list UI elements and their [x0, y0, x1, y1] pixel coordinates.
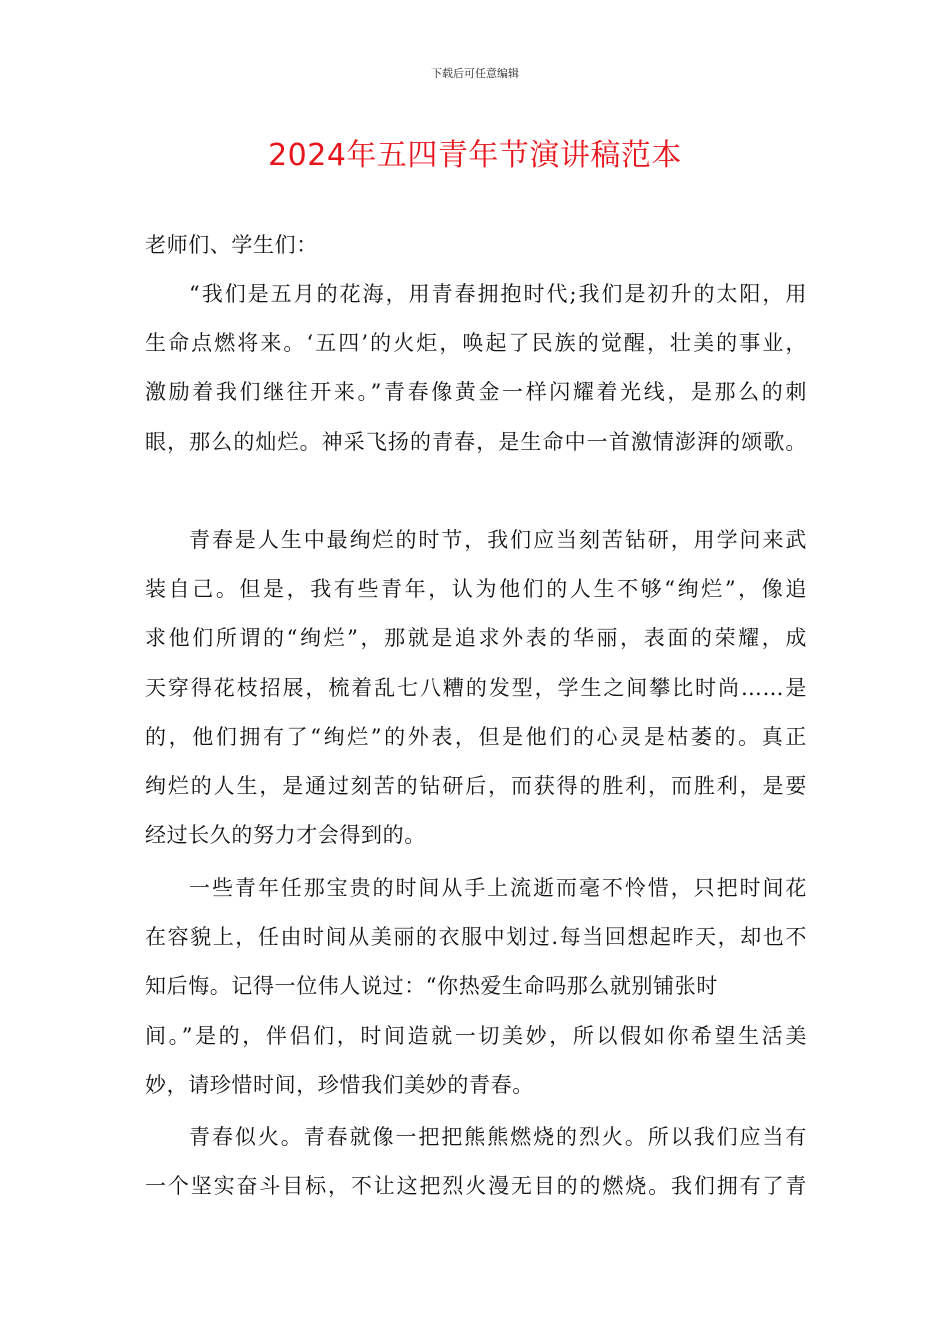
paragraph-line: 眼，那么的灿烂。神采飞扬的青春，是生命中一首激情澎湃的颂歌。	[145, 429, 807, 454]
paragraph-line: 妙，请珍惜时间，珍惜我们美妙的青春。	[145, 1072, 534, 1097]
header-note: 下载后可任意编辑	[431, 67, 519, 80]
greeting	[145, 221, 807, 270]
paragraph-line: 一个坚实奋斗目标，不让这把烈火漫无目的的燃烧。我们拥有了青	[145, 1174, 807, 1199]
paragraph-2	[145, 516, 807, 860]
paragraph-line: 激励着我们继往开来。”青春像黄金一样闪耀着光线，是那么的刺	[145, 380, 807, 405]
paragraph-line: 生命点燃将来。‘五四’的火炬，唤起了民族的觉醒，壮美的事业，	[145, 331, 807, 356]
paragraph-4	[145, 1113, 807, 1211]
paragraph-line: 间。”是的，伴侣们，时间造就一切美妙，所以假如你希望生活美	[145, 1023, 807, 1048]
paragraph-line: 青春是人生中最绚烂的时节，我们应当刻苦钻研，用学问来武	[189, 528, 807, 552]
paragraph-1	[145, 270, 807, 467]
paragraph-line: 知后悔。记得一位伟人说过：“你热爱生命吗那么就别铺张时	[145, 974, 718, 999]
paragraph-line: 青春似火。青春就像一把把熊熊燃烧的烈火。所以我们应当有	[189, 1125, 807, 1149]
paragraph-line: 天穿得花枝招展，梳着乱七八糟的发型，学生之间攀比时尚……是	[145, 675, 807, 700]
paragraph-line: “我们是五月的花海，用青春拥抱时代;我们是初升的太阳，用	[189, 282, 807, 306]
greeting-line: 老师们、学生们：	[145, 233, 318, 257]
paragraph-line: 绚烂的人生，是通过刻苦的钻研后，而获得的胜利，而胜利，是要	[145, 774, 807, 799]
paragraph-3	[145, 864, 807, 1110]
document-title: 2024年五四青年节演讲稿范本	[268, 138, 682, 173]
paragraph-line: 的，他们拥有了“绚烂”的外表，但是他们的心灵是枯萎的。真正	[145, 724, 807, 749]
paragraph-line: 经过长久的努力才会得到的。	[145, 823, 426, 848]
paragraph-line: 在容貌上，任由时间从美丽的衣服中划过.每当回想起昨天，却也不	[145, 925, 807, 950]
paragraph-line: 一些青年任那宝贵的时间从手上流逝而毫不怜惜，只把时间花	[189, 876, 807, 900]
paragraph-line: 求他们所谓的“绚烂”，那就是追求外表的华丽，表面的荣耀，成	[145, 626, 807, 651]
paragraph-line: 装自己。但是，我有些青年，认为他们的人生不够“绚烂”，像追	[145, 577, 807, 602]
